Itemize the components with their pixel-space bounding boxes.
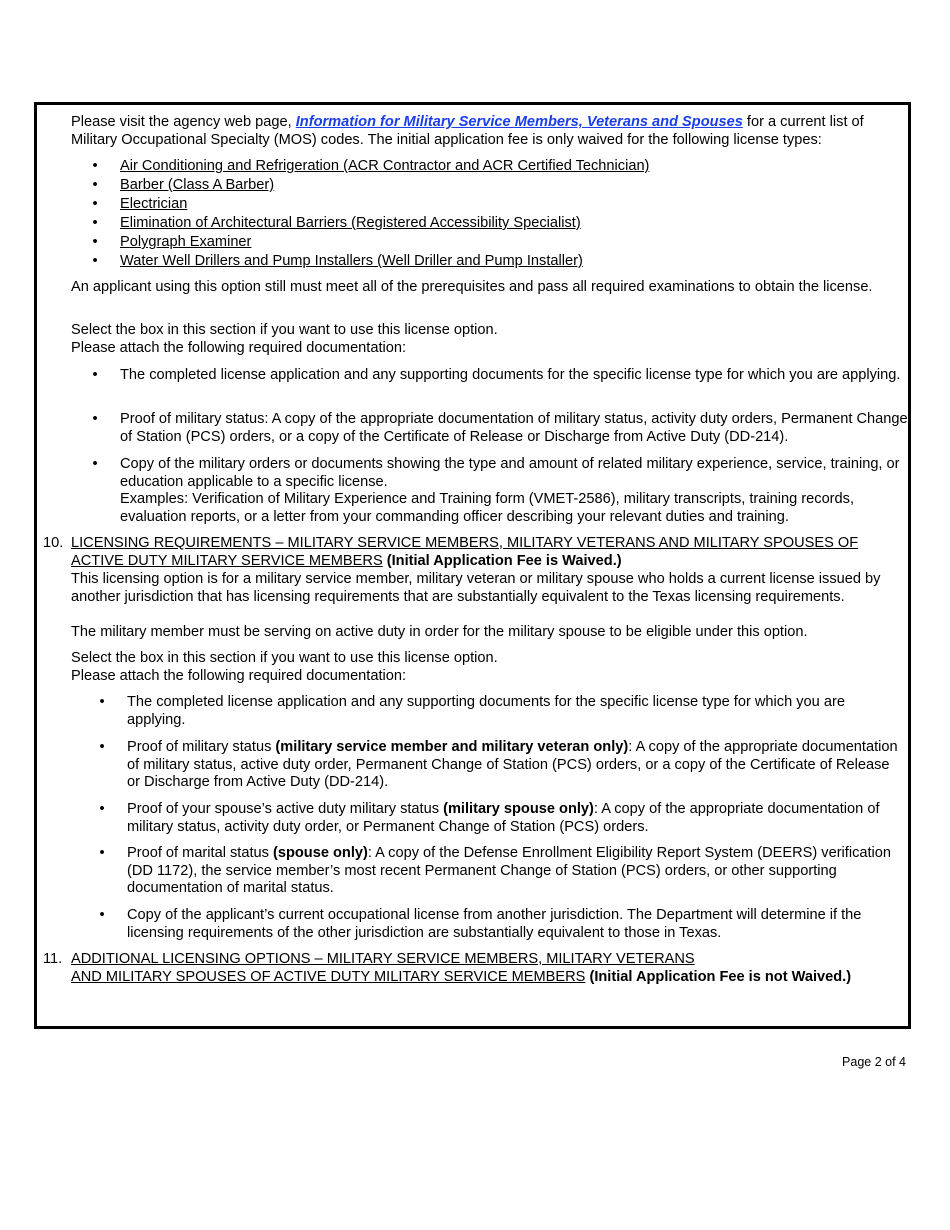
prereq-note: An applicant using this option still must meet all of the prerequisites and pass all required examinations to obtain the license. xyxy=(71,279,873,295)
fee-note: (Initial Application Fee is Waived.) xyxy=(382,552,622,569)
license-type-item: Air Conditioning and Refrigeration (ACR Contractor and ACR Certified Technician) xyxy=(120,158,650,174)
section11-heading xyxy=(71,951,871,986)
doc-item: Proof of military status: A copy of the appropriate documentation of military status, activity duty orders, Permanent Change of Station (PCS) orders, or a copy of the Certificate of Release or Discharge from Active Duty (DD-214). xyxy=(120,411,908,445)
section-number: 11. xyxy=(43,951,63,967)
doc-item: The completed license application and any supporting documents for the specific license type for which you are applying. xyxy=(127,694,845,728)
active-duty-note: The military member must be serving on active duty in order for the military spouse to be eligible under this option. xyxy=(71,624,808,640)
doc-item: Proof of military status (military service member and military veteran only): A copy of the appropriate documentation of military status, active duty order, Permanent Change of Station (PCS) orders, or a copy of the Certificate of Release or Discharge from Active Duty (DD-214). xyxy=(127,739,898,791)
intro-trail: for a current list of Military Occupational Specialty (MOS) codes. The initial application fee is only waived for the following license types: xyxy=(71,114,864,148)
doc-item: The completed license application and any supporting documents for the specific license type for which you are applying. xyxy=(120,367,901,383)
intro-lead: Please visit the agency web page, xyxy=(71,114,296,130)
license-type-item: Water Well Drillers and Pump Installers (Well Driller and Pump Installer) xyxy=(120,253,583,269)
doc-item: Proof of your spouse’s active duty military status (military spouse only): A copy of the appropriate documentation of military status, activity duty order, or Permanent Change of Station (PCS) orders. xyxy=(127,801,880,835)
select-box-instruction: Select the box in this section if you want to use this license option. xyxy=(71,650,498,666)
section10-title: LICENSING REQUIREMENTS – MILITARY SERVICE MEMBERS, MILITARY VETERANS AND MILITARY SPOUSES OF ACTIVE DUTY MILITARY SERVICE MEMBERS xyxy=(71,535,859,569)
select-box-instruction: Select the box in this section if you want to use this license option. xyxy=(71,322,498,338)
license-type-item: Electrician xyxy=(120,196,188,212)
doc-item-examples: Examples: Verification of Military Experience and Training form (VMET-2586), military transcripts, training records, evaluation reports, or a letter from your commanding officer describing your relevant duties and training. xyxy=(120,491,855,525)
attach-docs-instruction: Please attach the following required documentation: xyxy=(71,340,407,356)
doc-item: Copy of the military orders or documents showing the type and amount of related military experience, service, training, or education applicable to a specific license. xyxy=(120,456,900,490)
attach-docs-instruction: Please attach the following required documentation: xyxy=(71,668,407,684)
fee-note: (Initial Application Fee is not Waived.) xyxy=(585,968,852,985)
license-type-item: Polygraph Examiner xyxy=(120,234,252,250)
section11-title-line2: AND MILITARY SPOUSES OF ACTIVE DUTY MILITARY SERVICE MEMBERS xyxy=(71,968,586,985)
page-number: Page 2 of 4 xyxy=(842,1055,906,1069)
military-info-link[interactable]: Information for Military Service Members, Veterans and Spouses xyxy=(295,114,743,130)
section10-description: This licensing option is for a military service member, military veteran or military spouse who holds a current license issued by another jurisdiction that has licensing requirements that are substantially equivalent to the Texas licensing requirements. xyxy=(71,571,881,605)
intro-paragraph xyxy=(71,114,911,149)
doc-item: Proof of marital status (spouse only): A copy of the Defense Enrollment Eligibility Report System (DEERS) verification (DD 1172), the service member’s most recent Permanent Change of Station (PCS) orders, or other supporting documentation of marital status. xyxy=(127,845,892,897)
section-number: 10. xyxy=(43,535,64,551)
license-type-item: Elimination of Architectural Barriers (Registered Accessibility Specialist) xyxy=(120,215,581,231)
license-type-item: Barber (Class A Barber) xyxy=(120,177,275,193)
doc-item: Copy of the applicant’s current occupational license from another jurisdiction. The Department will determine if the licensing requirements of the other jurisdiction are substantially equivalent to those in Texas. xyxy=(127,907,862,941)
section10-heading xyxy=(71,535,901,570)
section11-title-line1: ADDITIONAL LICENSING OPTIONS – MILITARY SERVICE MEMBERS, MILITARY VETERANS xyxy=(71,951,695,967)
